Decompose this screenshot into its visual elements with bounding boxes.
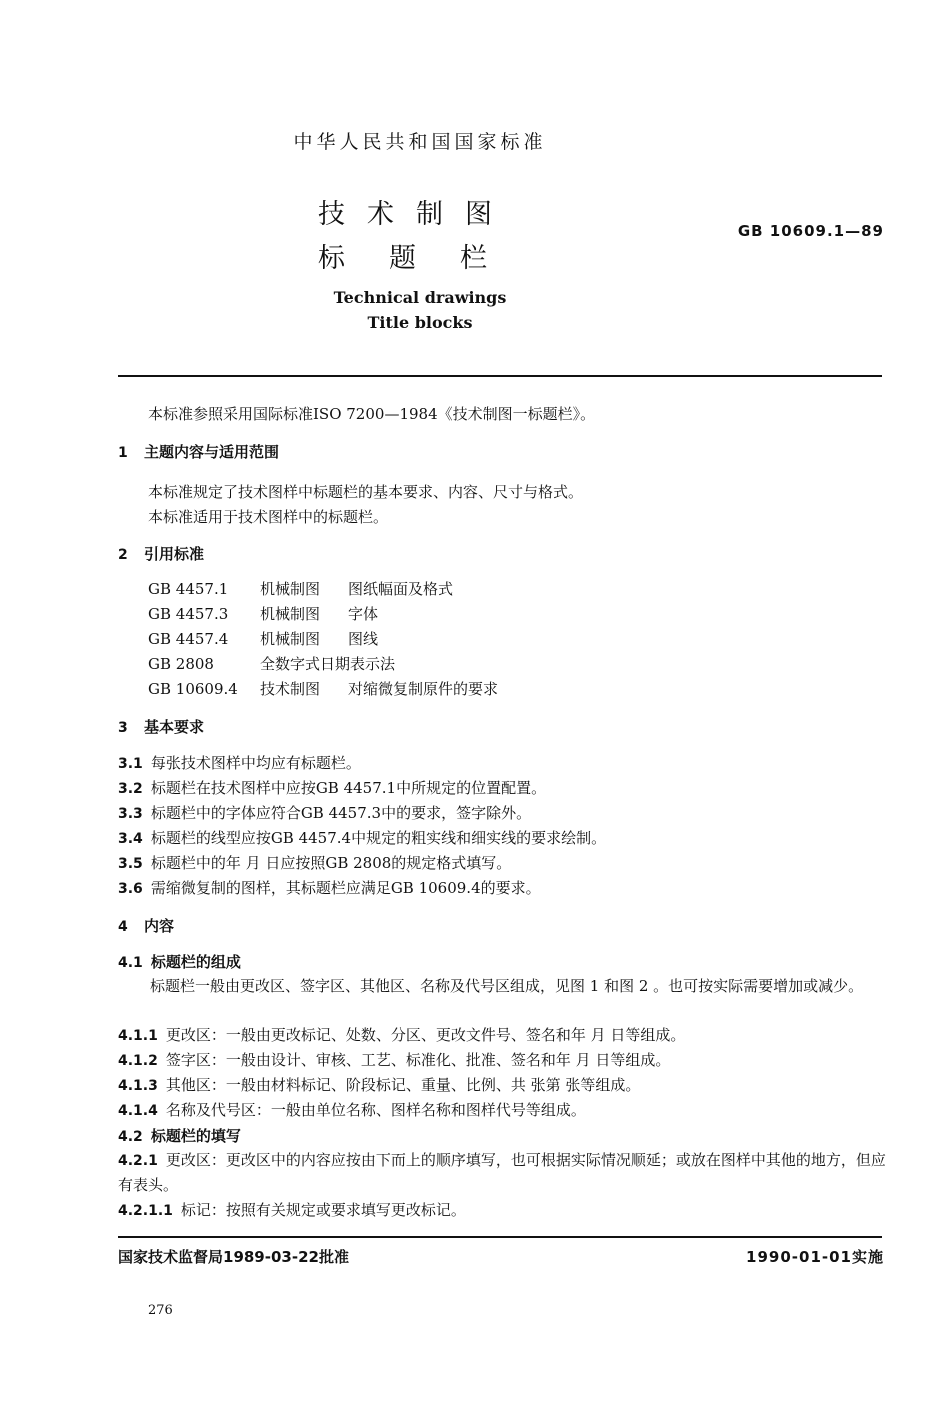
requirement-text: 每张技术图样中均应有标题栏。 bbox=[150, 754, 361, 772]
content-text: 其他区：一般由材料标记、阶段标记、重量、比例、共 张第 张等组成。 bbox=[165, 1076, 641, 1094]
section-4-heading bbox=[118, 915, 174, 936]
requirement-text: 标题栏的线型应按GB 4457.4中规定的粗实线和细实线的要求绘制。 bbox=[150, 829, 607, 847]
section-4-1-text: 标题栏一般由更改区、签字区、其他区、名称及代号区组成，见图 1 和图 2 。也可按实际需要增加或减少。 bbox=[150, 977, 864, 995]
content-item bbox=[118, 1049, 670, 1070]
reference-code: GB 10609.4 bbox=[148, 680, 238, 698]
reference-item bbox=[148, 678, 498, 699]
reference-code: GB 4457.1 bbox=[148, 580, 229, 598]
section-2-title: 引用标准 bbox=[144, 545, 205, 563]
content-item bbox=[118, 1074, 640, 1095]
section-1-title: 主题内容与适用范围 bbox=[144, 443, 280, 461]
reference-item bbox=[148, 603, 378, 624]
document-org: 中华人民共和国国家标准 bbox=[293, 131, 547, 153]
content-number: 4.1.3 bbox=[118, 1078, 158, 1094]
requirement-number: 3.4 bbox=[118, 831, 143, 847]
content-text: 名称及代号区：一般由单位名称、图样名称和图样代号等组成。 bbox=[165, 1101, 586, 1119]
content-item bbox=[118, 1099, 586, 1120]
section-1-heading bbox=[118, 441, 279, 462]
content-number: 4.1.4 bbox=[118, 1103, 158, 1119]
section-4-number: 4 bbox=[118, 919, 128, 935]
requirement-number: 3.5 bbox=[118, 856, 143, 872]
requirement-item bbox=[118, 752, 361, 773]
requirement-item bbox=[118, 852, 511, 873]
reference-name: 机械制图 bbox=[260, 605, 321, 623]
title-en-line2: Title blocks bbox=[367, 313, 473, 332]
reference-desc: 字体 bbox=[348, 605, 379, 623]
approval-note: 国家技术监督局1989-03-22批准 bbox=[118, 1248, 349, 1266]
section-4-2-number: 4.2 bbox=[118, 1129, 143, 1145]
section-1-para-2: 本标准适用于技术图样中的标题栏。 bbox=[148, 508, 389, 526]
section-4-2-1-number: 4.2.1 bbox=[118, 1153, 158, 1169]
section-1-number: 1 bbox=[118, 445, 128, 461]
section-2-number: 2 bbox=[118, 547, 128, 563]
content-number: 4.1.2 bbox=[118, 1053, 158, 1069]
intro-text: 本标准参照采用国际标准ISO 7200—1984《技术制图一标题栏》。 bbox=[148, 405, 596, 423]
reference-name: 机械制图 bbox=[260, 580, 321, 598]
requirement-number: 3.6 bbox=[118, 881, 143, 897]
section-4-1-title: 标题栏的组成 bbox=[150, 953, 241, 971]
section-2-heading bbox=[118, 543, 204, 564]
requirement-item bbox=[118, 777, 546, 798]
section-4-2-1 bbox=[118, 1148, 886, 1197]
reference-desc: 图纸幅面及格式 bbox=[348, 580, 454, 598]
section-4-2-1-1-number: 4.2.1.1 bbox=[118, 1203, 173, 1219]
section-4-2-1-text: 更改区：更改区中的内容应按由下而上的顺序填写，也可根据实际情况顺延；或放在图样中其他的地方，但应有表头。 bbox=[118, 1151, 886, 1194]
reference-item bbox=[148, 628, 378, 649]
requirement-text: 标题栏在技术图样中应按GB 4457.1中所规定的位置配置。 bbox=[150, 779, 547, 797]
section-4-2-1-1 bbox=[118, 1199, 466, 1220]
header-divider bbox=[118, 375, 882, 377]
requirement-item bbox=[118, 877, 541, 898]
section-1-para-1: 本标准规定了技术图样中标题栏的基本要求、内容、尺寸与格式。 bbox=[148, 483, 584, 501]
section-4-1-heading bbox=[118, 951, 241, 972]
section-3-title: 基本要求 bbox=[144, 718, 205, 736]
title-en-line1: Technical drawings bbox=[333, 288, 507, 307]
content-text: 签字区：一般由设计、审核、工艺、标准化、批准、签名和年 月 日等组成。 bbox=[165, 1051, 671, 1069]
section-4-2-heading bbox=[118, 1125, 241, 1146]
requirement-text: 需缩微复制的图样，其标题栏应满足GB 10609.4的要求。 bbox=[150, 879, 541, 897]
requirement-number: 3.1 bbox=[118, 756, 143, 772]
content-item bbox=[118, 1024, 685, 1045]
title-cn-line1: 技术制图 bbox=[318, 199, 514, 230]
section-4-2-1-1-text: 标记：按照有关规定或要求填写更改标记。 bbox=[180, 1201, 466, 1219]
requirement-text: 标题栏中的字体应符合GB 4457.3中的要求，签字除外。 bbox=[150, 804, 532, 822]
requirement-item bbox=[118, 827, 606, 848]
reference-item bbox=[148, 578, 453, 599]
reference-name: 机械制图 bbox=[260, 630, 321, 648]
reference-desc: 对缩微复制原件的要求 bbox=[348, 680, 499, 698]
reference-code: GB 4457.4 bbox=[148, 630, 229, 648]
requirement-number: 3.2 bbox=[118, 781, 143, 797]
reference-code: GB 2808 bbox=[148, 655, 214, 673]
reference-name: 技术制图 bbox=[260, 680, 321, 698]
footer-divider bbox=[118, 1236, 882, 1238]
reference-name: 全数字式日期表示法 bbox=[260, 655, 396, 673]
section-4-1-number: 4.1 bbox=[118, 955, 143, 971]
page-number: 276 bbox=[148, 1303, 173, 1318]
requirement-item bbox=[118, 802, 531, 823]
reference-code: GB 4457.3 bbox=[148, 605, 229, 623]
section-4-2-title: 标题栏的填写 bbox=[150, 1127, 241, 1145]
section-3-number: 3 bbox=[118, 720, 128, 736]
content-text: 更改区：一般由更改标记、处数、分区、更改文件号、签名和年 月 日等组成。 bbox=[165, 1026, 686, 1044]
requirement-number: 3.3 bbox=[118, 806, 143, 822]
section-3-heading bbox=[118, 716, 204, 737]
effective-date: 1990-01-01实施 bbox=[746, 1248, 884, 1266]
reference-item bbox=[148, 653, 395, 674]
content-number: 4.1.1 bbox=[118, 1028, 158, 1044]
section-4-title: 内容 bbox=[144, 917, 175, 935]
reference-desc: 图线 bbox=[348, 630, 379, 648]
title-cn-line2: 标题栏 bbox=[318, 243, 531, 274]
standard-code: GB 10609.1—89 bbox=[737, 222, 884, 240]
requirement-text: 标题栏中的年 月 日应按照GB 2808的规定格式填写。 bbox=[150, 854, 512, 872]
